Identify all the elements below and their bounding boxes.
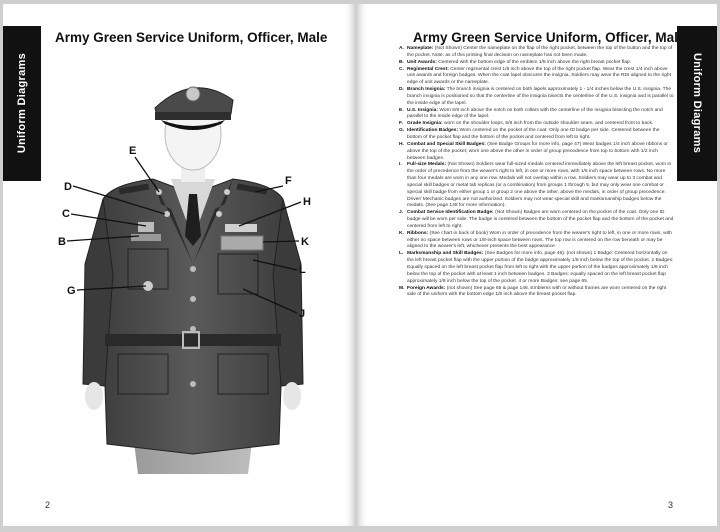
entry-text: (not shown) See page 65 & page 146. Emblems with or without frames are worn centered on the right side of the uniform with the bottom edge 1/8 inch above the breast pocket flap.: [407, 285, 667, 298]
entry-heading: Nameplate:: [407, 46, 434, 51]
entry-letter: I.: [399, 162, 402, 168]
entry-item: [399, 142, 675, 163]
entry-heading: Identification Badges:: [407, 128, 459, 134]
entry-letter: E.: [399, 107, 404, 113]
page-number-right: 3: [667, 500, 673, 510]
callout-h: H: [303, 196, 311, 208]
entry-letter: J.: [399, 210, 404, 216]
side-tab-label: Uniform Diagrams: [16, 53, 28, 154]
entry-item: [399, 108, 675, 122]
entry-heading: Ribbons:: [407, 230, 429, 236]
page-title-left: Army Green Service Uniform, Officer, Male: [55, 30, 328, 45]
callout-l: L: [299, 264, 306, 276]
callout-j: J: [299, 308, 306, 320]
page-title-right: Army Green Service Uniform, Officer, Male: [413, 30, 686, 45]
callout-c: C: [62, 208, 70, 220]
entry-text: worn on the shoulder loops, 5/8 inch from the outside shoulder seam, and centered front to back.: [443, 121, 654, 127]
entry-heading: U.S. Insignia:: [407, 107, 438, 113]
entry-item: [399, 162, 675, 210]
entry-letter: H.: [399, 141, 404, 147]
entry-item: [399, 286, 675, 300]
entry-text: (See Badges for more info, page 46). (not shown) 1 Badge: Centered horizontally on the left breast pocket flap with the upper portion of the badge approximately 1/8 inch below the top of the pocket. 2 Badges: Equally spaced on the left breast pocket flap from left to right with the upper portion of the badges approximately 1/8 inch below the top of the pocket with at least 1 inch between badges. 3 Badges: equally spaced on the left breast pocket flap approximately 1/8 inch below the top of the pocket. 4 or more Badges: see page 65.: [407, 251, 674, 284]
entry-text: Worn centered on the pocket of the coat. Only one ID badge per side. Centered between the bottom of the pocket flap and the bottom of the pocket and centered from left to right.: [407, 128, 660, 140]
entry-letter: M.: [399, 285, 405, 291]
entry-text: (See Badge Groups for more info, page 47) Wear badges 1/4 inch above ribbons or above the top of the pocket; worn one above the other in order of group precedence from top to bottom with 1/2 inch between badges.: [407, 141, 668, 161]
entry-heading: Marksmanship and Skill Badges:: [407, 251, 484, 257]
entries-list: [399, 46, 675, 299]
entry-item: [399, 231, 675, 252]
left-page: [3, 4, 355, 526]
entry-heading: Unit Awards:: [407, 59, 437, 65]
entry-heading: Combat Service Identification Badge:: [407, 210, 494, 216]
entry-letter: C.: [399, 66, 404, 72]
entry-letter: A.: [399, 46, 404, 51]
entry-item: [399, 251, 675, 285]
uniform-figure: [43, 64, 353, 474]
entry-heading: Combat and Special Skill Badges:: [407, 141, 486, 147]
entry-text: (Not Shown) Center the nameplate on the flap of the right pocket, between the top of the button and the top of the pocket. Note: as of this printing final decision on nameplate has not been made.: [407, 46, 673, 58]
entry-item: [399, 210, 675, 231]
button: [190, 296, 196, 302]
entry-letter: L.: [399, 251, 404, 257]
entry-text: (Not Shown) Badges are worn centered on the pocket of the coat. Only one ID badge will be worn per side. The badge is centered between the bottom of the pocket flap and the bottom of the pocket and centered from left to right.: [407, 210, 674, 229]
right-page: [357, 4, 717, 526]
entry-heading: Full-size Medals:: [407, 162, 447, 168]
button: [190, 266, 196, 272]
button: [190, 381, 196, 387]
entry-letter: K.: [399, 230, 404, 236]
entry-heading: Foreign Awards:: [407, 285, 446, 291]
left-hand: [85, 382, 103, 410]
callout-d: D: [64, 181, 72, 193]
callout-g: G: [67, 285, 76, 297]
uniform-illustration: [43, 64, 353, 474]
entry-letter: D.: [399, 87, 404, 93]
entry-item: [399, 60, 675, 67]
branch-insignia-left: [216, 211, 222, 217]
page-number-left: 2: [45, 500, 51, 510]
entry-text: (Not Shown) Soldiers wear full-sized medals centered immediately above the left breast pocket, worn in the order of precedence from the wearer's right to left, in one or more rows, with 1/8 inch space between rows. No more than four medals are worn in any one row. Medals will not overlap within a row. Soldiers may wear up to 3 combat and special skill badges or metal tab replicas (or a combination) from groups 1 through 5, but may only wear one combat or special skill badge from either group 1 or group 2 one above the other, above the medals, in order of group precedence. Driver/ Mechanic badges are not authorized. Soldiers may not wear special skill and marksmanship badges below the medals. (See page 148 for more information).: [407, 162, 672, 209]
cap-insignia: [186, 87, 200, 101]
entry-text: Worn 5/8 inch above the notch on both collars with the centerline of the insignia bisecting the notch and parallel to the inside edge of the lapel.: [407, 107, 663, 120]
unit-awards: [131, 234, 161, 241]
ribbons: [221, 236, 263, 250]
entry-letter: B.: [399, 59, 404, 65]
entry-text: Centered with the bottom edge of the emblem 1/8 inch above the right breast pocket flap.: [438, 59, 632, 65]
right-hand: [283, 382, 301, 410]
callout-e: E: [129, 145, 137, 157]
entry-letter: G.: [399, 128, 405, 134]
entry-text: Center regimental crest 1/8 inch above the top of the right pocket flap. Wear the crest 1/4 inch above unit awards and foreign badges. When the coat lapel obscures the insignia, Soldiers may wear the RDI aligned to the right edge of unit awards or the nameplate.: [407, 66, 671, 86]
entry-heading: Regimental Crest:: [407, 66, 449, 72]
callout-b: B: [58, 236, 66, 248]
entry-letter: F.: [399, 121, 403, 127]
side-tab-label: Uniform Diagrams: [691, 53, 703, 154]
us-insignia-left: [224, 189, 230, 195]
regimental-crest: [138, 222, 154, 232]
belt: [105, 334, 281, 346]
entry-text: (See chart in back of book) Worn in order of precedence from the wearer's right to left, in one or more rows, with either no space between rows or 1/8-inch space between rows. The top row is centered on the row beneath or may be aligned to the wearer's left, whichever presents the best appearance.: [407, 230, 672, 250]
entry-text: The branch insignia is centered on both lapels approximately 1 - 1/4 inches below the U.S. insignia. The branch insignia is positioned so that the centerline of the insignia bisects the centerline of the U.S. insignia and is parallel to the inside edge of the lapel.: [407, 87, 674, 106]
entry-heading: Grade Insignia:: [407, 121, 443, 127]
cap-band: [155, 112, 231, 120]
entry-item: [399, 46, 675, 60]
entry-item: [399, 128, 675, 142]
side-tab-right: [677, 26, 717, 181]
callout-f: F: [285, 175, 292, 187]
callout-k: K: [301, 236, 309, 248]
entry-item: [399, 67, 675, 88]
entry-item: [399, 87, 675, 108]
entry-heading: Branch Insignia:: [407, 87, 446, 93]
side-tab-left: [3, 26, 41, 181]
